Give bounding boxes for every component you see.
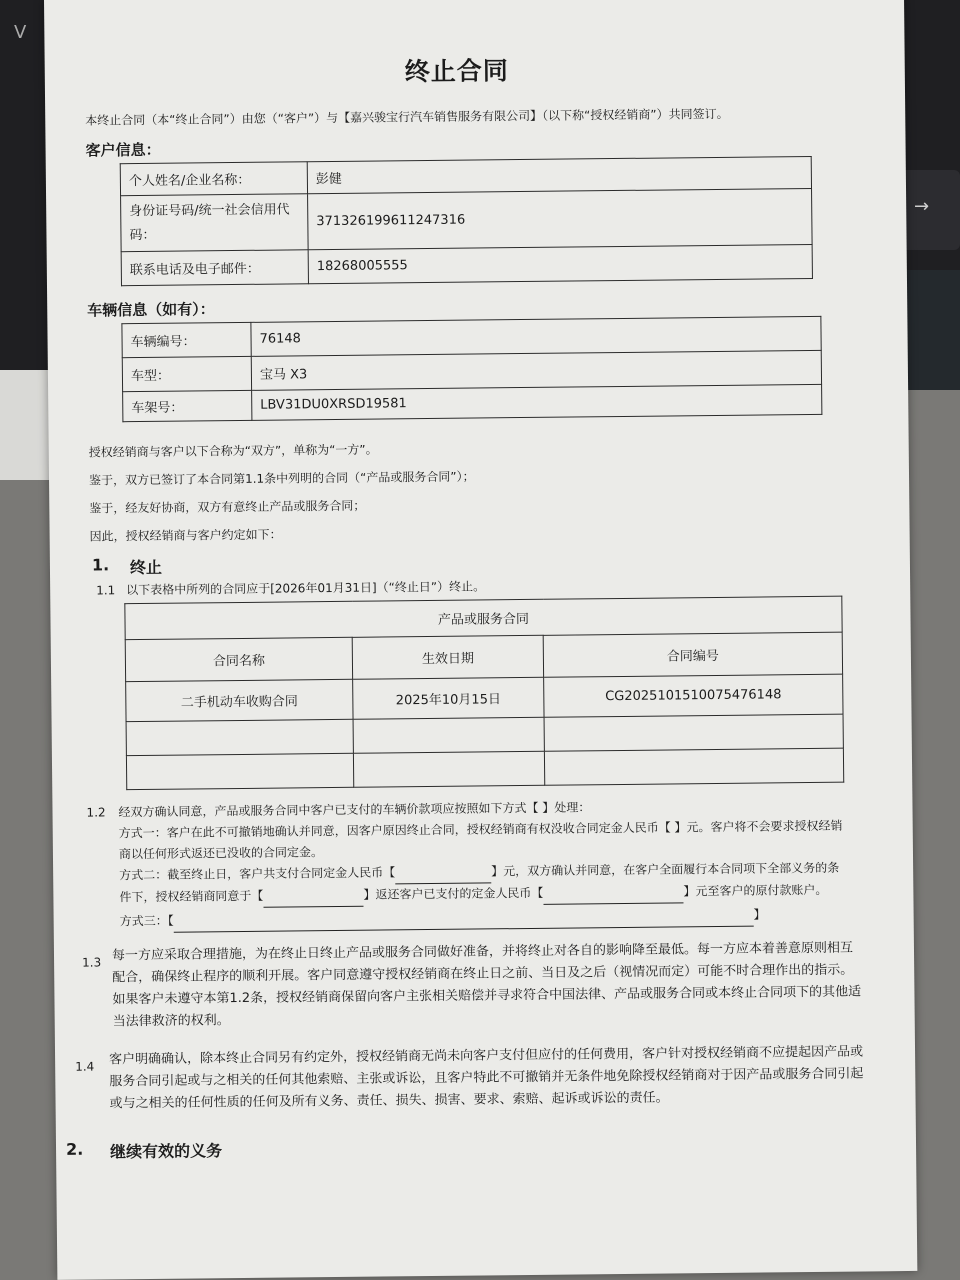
clause-1-3-text: 每一方应采取合理措施，为在终止日终止产品或服务合同做好准备，并将终止对各自的影响降至最低。每一方应本着善意原则相互配合，确保终止程序的顺利开展。客户同意遵守授权经销商在终止日之前、当日及之后（视情况而定）可能不时合理作出的指示。如果客户未遵守本第1.2条，授权经销商保留向客户主张相关赔偿并寻求符合中国法律、产品或服务合同或本终止合同项下的其他适当法律救济的权利。	[111, 940, 862, 1030]
customer-label: 联系电话及电子邮件：	[121, 250, 308, 286]
customer-section-label: 客户信息：	[85, 140, 161, 160]
table-cell	[353, 751, 544, 787]
clause-1-4-text: 客户明确确认，除本终止合同另有约定外，授权经销商无尚未向客户支付但应付的任何费用，客户针对授权经销商不应提起因产品或服务合同引起或与之相关的任何其他索赔、主张或诉讼，且客户特此不可撤销并无条件地免除授权经销商对于因产品或服务合同引起或与之相关的任何性质的任何及所有义务、责任、损失、损害、要求、索赔、起诉或诉讼的责任。	[109, 1044, 864, 1112]
table-cell	[353, 717, 544, 753]
deposit-amount-field[interactable]	[395, 861, 491, 884]
customer-value: 371326199611247316	[308, 188, 813, 249]
recital-line: 鉴于，双方已签订了本合同第1.1条中列明的合同（“产品或服务合同”）；	[88, 469, 475, 488]
recital-line: 因此，授权经销商与客户约定如下：	[89, 527, 282, 544]
vehicle-label: 车型：	[122, 356, 251, 391]
vehicle-info-table	[121, 316, 822, 422]
option3-field[interactable]	[174, 905, 754, 933]
column-header: 合同名称	[125, 637, 352, 681]
clause-1-2-option1: 方式一：客户在此不可撤销地确认并同意，因客户原因终止合同，授权经销商有权没收合同定金人民币【 】元。客户将不会要求授权经销商以任何形式返还已没收的合同定金。	[118, 818, 843, 862]
customer-row	[121, 244, 812, 285]
customer-info-table	[120, 156, 813, 286]
table-cell	[544, 748, 843, 785]
option2-text-d: 】元至客户的原付款账户。	[683, 882, 828, 899]
vehicle-label: 车架号：	[123, 390, 252, 421]
table-cell	[544, 714, 843, 751]
customer-value: 18268005555	[308, 244, 812, 283]
customer-row	[121, 188, 813, 251]
table-cell: 二手机动车收购合同	[126, 679, 353, 721]
contract-table	[124, 596, 844, 791]
option3-text-b: 】	[753, 907, 766, 922]
clause-1-2-option2	[119, 858, 851, 910]
column-header: 合同编号	[543, 632, 842, 677]
section-2-number: 2.	[65, 1139, 84, 1159]
clause-1-2-number: 1.2	[86, 805, 106, 820]
refund-date-field[interactable]	[263, 885, 363, 908]
option2-text-b: 】元，双方确认并同意，在客户全面履行本合同项下全部义务的条件下，授权经销商同意于【	[119, 860, 840, 905]
refund-amount-field[interactable]	[543, 881, 683, 904]
customer-label: 身份证号码/统一社会信用代码：	[121, 194, 309, 252]
keyboard-mark: V	[14, 22, 27, 43]
option2-text-c: 】返还客户已支付的定金人民币【	[363, 885, 544, 902]
customer-label: 个人姓名/企业名称：	[120, 162, 307, 196]
vehicle-value: 宝马 X3	[251, 350, 821, 390]
vehicle-label: 车辆编号：	[122, 322, 251, 357]
table-cell: CG2025101510075476148	[544, 674, 843, 717]
table-cell	[126, 753, 353, 789]
table-cell: 2025年10月15日	[353, 677, 544, 719]
table-cell	[126, 719, 353, 755]
recital-line: 授权经销商与客户以下合称为“双方”，单称为“一方”。	[88, 442, 378, 460]
recital-line: 鉴于，经友好协商，双方有意终止产品或服务合同；	[89, 498, 366, 516]
page-title: 终止合同	[404, 56, 509, 87]
section-2-title: 继续有效的义务	[109, 1141, 223, 1162]
contract-page	[44, 0, 917, 1280]
intro-text: 本终止合同（本“终止合同”）由您（“客户”）与【嘉兴骏宝行汽车销售服务有限公司】（以下称“授权经销商”）共同签订。	[85, 106, 729, 128]
customer-value: 彭健	[307, 156, 811, 193]
vehicle-value: LBV31DU0XRSD19581	[252, 384, 822, 420]
clause-1-4-number: 1.4	[75, 1059, 95, 1074]
section-1-number: 1.	[91, 555, 110, 575]
clause-1-1-number: 1.1	[96, 583, 116, 598]
clause-1-3-number: 1.3	[82, 955, 102, 970]
arrow-right-icon: →	[914, 196, 930, 217]
vehicle-row	[123, 384, 822, 421]
vehicle-section-label: 车辆信息（如有）：	[87, 300, 215, 320]
section-1-title: 终止	[129, 557, 163, 578]
column-header: 生效日期	[352, 635, 543, 679]
contract-table-header: 产品或服务合同	[125, 596, 842, 640]
contract-table-columns	[125, 632, 842, 682]
option2-text-a: 方式二：截至终止日，客户共支付合同定金人民币【	[119, 865, 396, 883]
vehicle-value: 76148	[251, 316, 821, 356]
clause-1-2-line1: 经双方确认同意，产品或服务合同中客户已支付的车辆价款项应按照如下方式【 】处理：	[118, 800, 591, 820]
option3-text-a: 方式三：【	[119, 913, 174, 929]
clause-1-1-text: 以下表格中所列的合同应于[2026年01月31日]（“终止日”）终止。	[126, 579, 486, 598]
table-row	[126, 748, 843, 790]
